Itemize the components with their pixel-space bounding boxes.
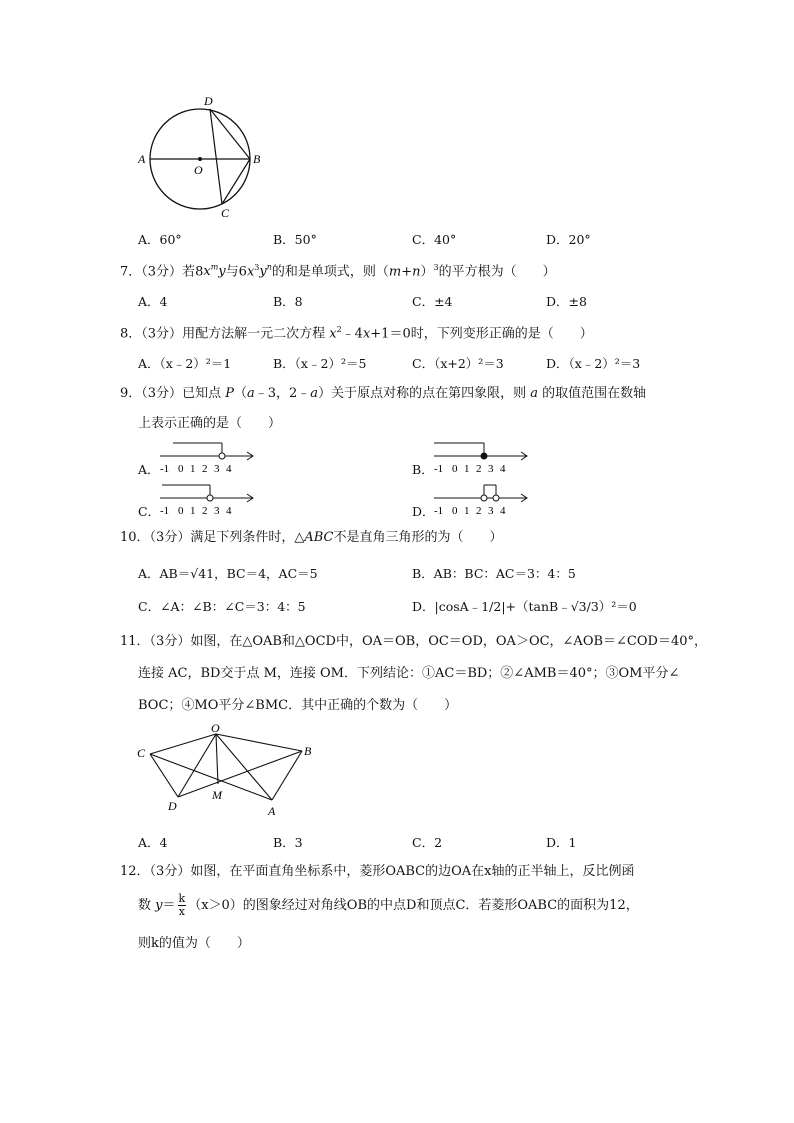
- tick-label: 0: [178, 505, 184, 517]
- q7-text-5: 的平方根为（ ）: [438, 264, 556, 280]
- q7-text-1: 若: [182, 264, 196, 280]
- q9-option-d-letter[interactable]: D．: [412, 504, 435, 519]
- q9-option-c-letter[interactable]: C．: [138, 504, 161, 519]
- tick-label: 3: [214, 505, 220, 517]
- tick-label: -1: [434, 505, 444, 517]
- q7-text-4: ）: [420, 264, 434, 280]
- q11-triangles-figure: [132, 722, 322, 822]
- q11-score: （3分）: [149, 634, 191, 649]
- tick-label: 4: [226, 463, 232, 475]
- tick-label: 2: [202, 463, 208, 475]
- q8-text-1: 用配方法解一元二次方程: [182, 326, 326, 342]
- q9-stem: 9．（3分）已知点 P（a﹣3，2﹣a）关于原点对称的点在第四象限，则 a 的取值范围在数轴: [120, 386, 647, 401]
- label-b: B: [304, 744, 312, 758]
- q7-option-c[interactable]: C．±4: [412, 294, 453, 309]
- tick-label: 2: [202, 505, 208, 517]
- q11-option-d[interactable]: D．1: [546, 835, 577, 850]
- q7-score: （3分）: [141, 264, 183, 280]
- q10-text-2: 不是直角三角形的为（ ）: [333, 530, 503, 545]
- label-c: C: [221, 206, 230, 220]
- q10-option-b[interactable]: B．AB：BC：AC＝3：4：5: [412, 566, 576, 581]
- q9-text-1: 已知点: [182, 386, 222, 401]
- tick-label: 4: [226, 505, 232, 517]
- q9-text-4: ）关于原点对称的点在第四象限，则: [318, 386, 527, 401]
- q6-option-b[interactable]: B．50°: [273, 232, 317, 247]
- q11-text-1: 如图，在△OAB和△OCD中，OA＝OB，OC＝OD，OA＞OC，∠AOB＝∠COD＝40°，: [190, 634, 707, 649]
- q12-stem-line1: [120, 862, 635, 882]
- q7-text-2: 与: [225, 264, 239, 280]
- label-o: O: [211, 722, 220, 735]
- q6-circle-figure: [130, 90, 270, 225]
- q10-number: 10．: [120, 530, 150, 545]
- segment-dc: [210, 109, 222, 204]
- q10-stem: 10．（3分）满足下列条件时，△ABC不是直角三角形的为（ ）: [120, 530, 503, 545]
- segment-cb: [222, 159, 250, 204]
- q8-option-c[interactable]: C．（x+2）²＝3: [412, 356, 504, 371]
- q7-stem: 7．（3分）若$8x^my$与$6x^3y^n$的和是单项式，则$(m+n)^3$的平方根为（ ）: [120, 263, 556, 280]
- q9-option-b-letter[interactable]: B．: [412, 462, 434, 477]
- tick-label: 1: [464, 463, 470, 475]
- label-c: C: [137, 746, 146, 760]
- q9-score: （3分）: [141, 386, 183, 401]
- tick-label: -1: [434, 463, 444, 475]
- q7-option-a[interactable]: A．4: [138, 294, 168, 309]
- q8-option-d[interactable]: D．（x﹣2）²＝3: [546, 356, 641, 371]
- q7-number: 7．: [120, 264, 142, 280]
- frac-numerator: k: [178, 892, 186, 905]
- tick-label: 3: [214, 463, 220, 475]
- q10-score: （3分）: [149, 530, 191, 545]
- q12-score: （3分）: [149, 864, 191, 879]
- tick-label: -1: [160, 505, 170, 517]
- q9-stem-line2: 上表示正确的是（ ）: [138, 416, 282, 431]
- tick-label: 1: [464, 505, 470, 517]
- q9-text-5: 的取值范围在数轴: [542, 386, 647, 401]
- q7-option-d[interactable]: D．±8: [546, 294, 587, 309]
- q11-option-c[interactable]: C．2: [412, 835, 443, 850]
- tick-label: 0: [452, 463, 458, 475]
- q12-stem-line3: 则k的值为（ ）: [138, 936, 250, 951]
- q9-text-2: （: [233, 386, 247, 401]
- q10-option-c[interactable]: C．∠A：∠B：∠C＝3：4：5: [138, 599, 306, 614]
- tick-label: -1: [160, 463, 170, 475]
- label-a: A: [138, 152, 146, 166]
- q9-numberline-a[interactable]: [158, 440, 258, 476]
- q9-numberline-b[interactable]: [432, 440, 532, 476]
- tick-label: 3: [488, 505, 494, 517]
- label-b: B: [253, 152, 261, 166]
- tick-label: 3: [488, 463, 494, 475]
- q9-text-3: ﹣3，2﹣: [254, 386, 311, 401]
- q9-numberline-c[interactable]: [158, 482, 258, 518]
- label-d: D: [168, 799, 177, 813]
- q6-option-d[interactable]: D．20°: [546, 232, 591, 247]
- q8-score: （3分）: [141, 326, 183, 342]
- tick-label: 2: [476, 463, 482, 475]
- q9-number: 9．: [120, 386, 142, 401]
- label-a: A: [268, 804, 276, 818]
- tick-label: 0: [178, 463, 184, 475]
- q8-stem: 8．（3分）用配方法解一元二次方程 $x^2﹣4x+1=0$时，下列变形正确的是（ ）: [120, 325, 593, 342]
- q10-option-d[interactable]: D．|cosA﹣1/2|+（tanB﹣√3/3）²＝0: [412, 599, 637, 614]
- q9-numberline-d[interactable]: [432, 482, 532, 518]
- q12-text-1: 如图，在平面直角坐标系中，菱形OABC的边OA在x轴的正半轴上，反比例函: [190, 864, 635, 879]
- tick-label: 4: [500, 505, 506, 517]
- q7-option-b[interactable]: B．8: [273, 294, 303, 309]
- q11-option-a[interactable]: A．4: [138, 835, 168, 850]
- tick-label: 4: [500, 463, 506, 475]
- q12-number: 12．: [120, 864, 150, 879]
- tick-label: 1: [190, 505, 196, 517]
- q9-option-a-letter[interactable]: A．: [138, 462, 160, 477]
- q7-text-3: 的和是单项式，则（: [271, 264, 389, 280]
- q10-text-1: 满足下列条件时，△: [190, 530, 305, 545]
- label-o: O: [194, 163, 203, 177]
- label-d: D: [204, 94, 213, 108]
- q12-stem-line2: 数 y＝ $\frac{k}{x}$ （x＞0）的图象经过对角线OB的中点D和顶点C．若菱形OABC的面积为12，: [138, 892, 639, 918]
- q12-text-2a: 数: [138, 898, 152, 913]
- center-point: [198, 157, 202, 161]
- frac-denominator: x: [178, 905, 185, 918]
- q11-stem-line1: [120, 632, 707, 652]
- tick-label: 0: [452, 505, 458, 517]
- q11-number: 11．: [120, 634, 150, 649]
- q12-text-2b: （x＞0）的图象经过对角线OB的中点D和顶点C．若菱形OABC的面积为12，: [188, 898, 639, 913]
- q11-stem-line3: BOC；④MO平分∠BMC．其中正确的个数为（ ）: [138, 698, 458, 713]
- tick-label: 2: [476, 505, 482, 517]
- q8-text-2: ＝0时，下列变形正确的是（ ）: [389, 326, 593, 342]
- q8-number: 8．: [120, 326, 142, 342]
- q8-option-a[interactable]: A．（x﹣2）²＝1: [138, 356, 232, 371]
- fraction-k-over-x: [178, 893, 187, 918]
- q6-option-a[interactable]: A．60°: [138, 232, 182, 247]
- label-m: M: [212, 788, 222, 802]
- tick-label: 1: [190, 463, 196, 475]
- q8-option-b[interactable]: B．（x﹣2）²＝5: [273, 356, 367, 371]
- q11-stem-line2: 连接 AC，BD交于点 M，连接 OM．下列结论：①AC＝BD；②∠AMB＝40°；③OM平分∠: [138, 666, 680, 681]
- q6-option-c[interactable]: C．40°: [412, 232, 457, 247]
- q10-option-a[interactable]: A．AB＝√41，BC＝4，AC＝5: [138, 566, 318, 581]
- q11-option-b[interactable]: B．3: [273, 835, 303, 850]
